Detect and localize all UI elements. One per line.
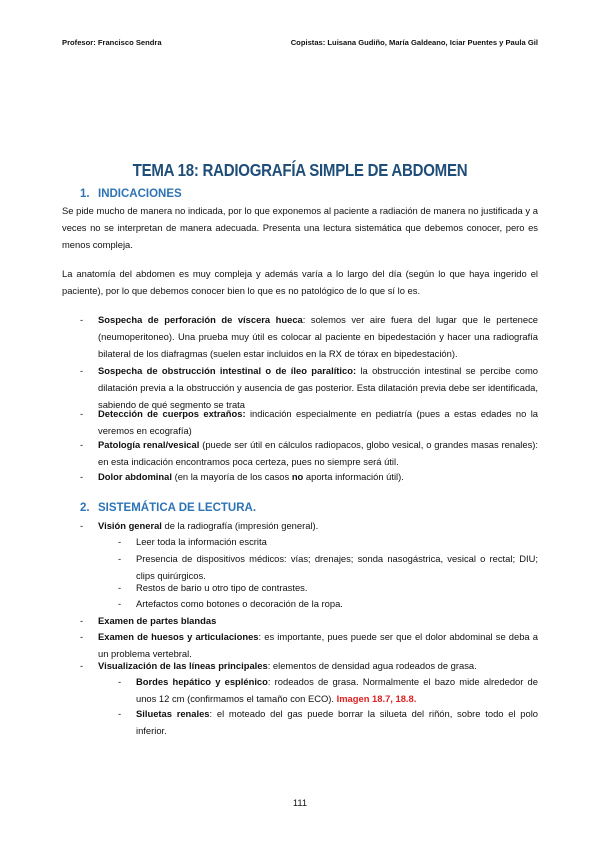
list-item-term: Sospecha de obstrucción intestinal o de íleo paralítico: (98, 365, 357, 376)
section-number: 1. (80, 188, 90, 200)
sub-item-informacion: - Leer toda la información escrita (62, 533, 538, 550)
sub-item-text: : rodeados de grasa. Normalmente el bazo mide alrededor de unos 12 cm (confirmamos el tamaño con ECO). (136, 676, 538, 704)
list-item-dolor-abdominal: - Dolor abdominal (en la mayoría de los casos no aporta información útil). (80, 471, 404, 482)
sub-item-text: Artefactos como botones o decoración de la ropa. (136, 598, 343, 609)
header-copyists: Copistas: Luisana Gudiño, María Galdeano, Iciar Puentes y Paula Gil (290, 38, 538, 47)
sub-item-text: : el moteado del gas puede borrar la silueta del riñón, sobre todo el polo inferior. (136, 708, 538, 736)
section-number: 2. (80, 502, 90, 514)
list-item-term: Sospecha de perforación de víscera hueca (98, 314, 303, 325)
list-item-text: : es importante, pues puede ser que el dolor abdominal se deba a un problema vertebral. (98, 631, 538, 659)
section-title: INDICACIONES (98, 188, 182, 200)
list-item-text: de la radiografía (impresión general). (161, 520, 319, 531)
image-reference: Imagen 18.7, 18.8. (336, 693, 417, 704)
paragraph-anatomy: La anatomía del abdomen es muy compleja y además varía a lo largo del día (según lo que haya ingerido el paciente), por lo que debemos conocer bien lo que es no patológico de lo que sí lo es. (62, 268, 538, 296)
header-professor: Profesor: Francisco Sendra (62, 38, 162, 47)
list-item-perforacion: - Sospecha de perforación de víscera hueca: solemos ver aire fuera del lugar que le pertenece (neumoperitoneo). Una prueba muy útil es colocar al paciente en bipedestación y hacer una radiografía bilateral de los diafragmas (suelen estar incluidos en la RX de tórax en bipedestación). (80, 314, 538, 359)
list-item-term: Visión general (98, 520, 162, 531)
sub-item-term: Siluetas renales (136, 708, 210, 719)
list-item-obstruccion: - Sospecha de obstrucción intestinal o de íleo paralítico: la obstrucción intestinal se percibe como dilatación previa a la obstrucción y ausencia de gas posterior. Esta dilatación previa debe ser identificada, sabiendo de qué segmento se trata (80, 365, 538, 410)
sub-item-dispositivos: - Presencia de dispositivos médicos: vías; drenajes; sonda nasogástrica, vesical o rectal; DIU; clips quirúrgicos. (62, 550, 538, 584)
paragraph-intro: Se pide mucho de manera no indicada, por lo que exponemos al paciente a radiación de manera no justificada y a veces no se interpretan de manera adecuada. Presenta una lectura sistemática que debemos conocer, pero es menos compleja. (62, 205, 538, 250)
sub-item-term: Bordes hepático y esplénico (136, 676, 268, 687)
list-item-cuerpos-extranos: - Detección de cuerpos extraños: indicación especialmente en pediatría (pues a estas edades no la veremos en ecografía) (80, 408, 538, 436)
list-item-text: : solemos ver aire fuera del lugar que le pertenece (neumoperitoneo). Una prueba muy útil es colocar al paciente en bipedestación y hacer una radiografía bilateral de los diafragmas (suelen estar incluidos en la RX de tórax en bipedestación). (98, 314, 538, 359)
list-item-text: (puede ser útil en cálculos radiopacos, globo vesical, o grandes masas renales): en esta indicación encontramos poca certeza, pues no siempre será útil. (98, 439, 538, 467)
list-item-term: Dolor abdominal (98, 471, 172, 482)
list-item-partes-blandas: - Examen de partes blandas (80, 615, 217, 626)
sub-item-contrastes: - Restos de bario u otro tipo de contrastes. (62, 579, 538, 596)
list-item-huesos: - Examen de huesos y articulaciones: es importante, pues puede ser que el dolor abdominal se deba a un problema vertebral. (80, 631, 538, 659)
sub-item-text: Restos de bario u otro tipo de contrastes. (136, 582, 308, 593)
list-item-text: indicación especialmente en pediatría (pues a estas edades no la veremos en ecografía) (98, 408, 538, 436)
sub-item-artefactos: - Artefactos como botones o decoración de la ropa. (62, 595, 538, 612)
list-item-term: Visualización de las líneas principales (98, 660, 268, 671)
list-item-emphasis: no (291, 471, 304, 482)
page-title: TEMA 18: RADIOGRAFÍA SIMPLE DE ABDOMEN (132, 160, 468, 180)
section-heading-sistematica (80, 502, 256, 514)
page-number: 111 (292, 797, 308, 808)
list-item-text: (en la mayoría de los casos (171, 471, 292, 482)
sub-item-bordes: - Bordes hepático y esplénico: rodeados de grasa. Normalmente el bazo mide alrededor de unos 12 cm (confirmamos el tamaño con ECO). Imagen 18.7, 18.8. (118, 676, 538, 704)
list-item-term: Patología renal/vesical (98, 439, 200, 450)
sub-item-siluetas: - Siluetas renales: el moteado del gas puede borrar la silueta del riñón, sobre todo el polo inferior. (118, 708, 538, 736)
section-heading-indicaciones (80, 188, 182, 200)
list-item-term: Examen de huesos y articulaciones (98, 631, 259, 642)
list-item-term: Examen de partes blandas (98, 615, 217, 626)
sub-item-text: Presencia de dispositivos médicos: vías; drenajes; sonda nasogástrica, vesical o rectal; DIU; clips quirúrgicos. (136, 553, 538, 581)
list-item-vision-general: - Visión general de la radiografía (impresión general). (80, 520, 319, 531)
list-item-renal-vesical: - Patología renal/vesical (puede ser útil en cálculos radiopacos, globo vesical, o grandes masas renales): en esta indicación encontramos poca certeza, pues no siempre será útil. (80, 439, 538, 467)
list-item-text: : elementos de densidad agua rodeados de grasa. (267, 660, 477, 671)
list-item-lineas: - Visualización de las líneas principales: elementos de densidad agua rodeados de grasa. (80, 660, 477, 671)
sub-item-text: Leer toda la información escrita (136, 536, 267, 547)
section-title: SISTEMÁTICA DE LECTURA. (98, 502, 257, 514)
list-item-term: Detección de cuerpos extraños: (98, 408, 246, 419)
list-item-text: aporta información útil). (303, 471, 404, 482)
list-item-text: la obstrucción intestinal se percibe como dilatación previa a la obstrucción y ausencia de gas posterior. Esta dilatación previa debe ser identificada, sabiendo de qué segmento se trata (98, 365, 538, 410)
